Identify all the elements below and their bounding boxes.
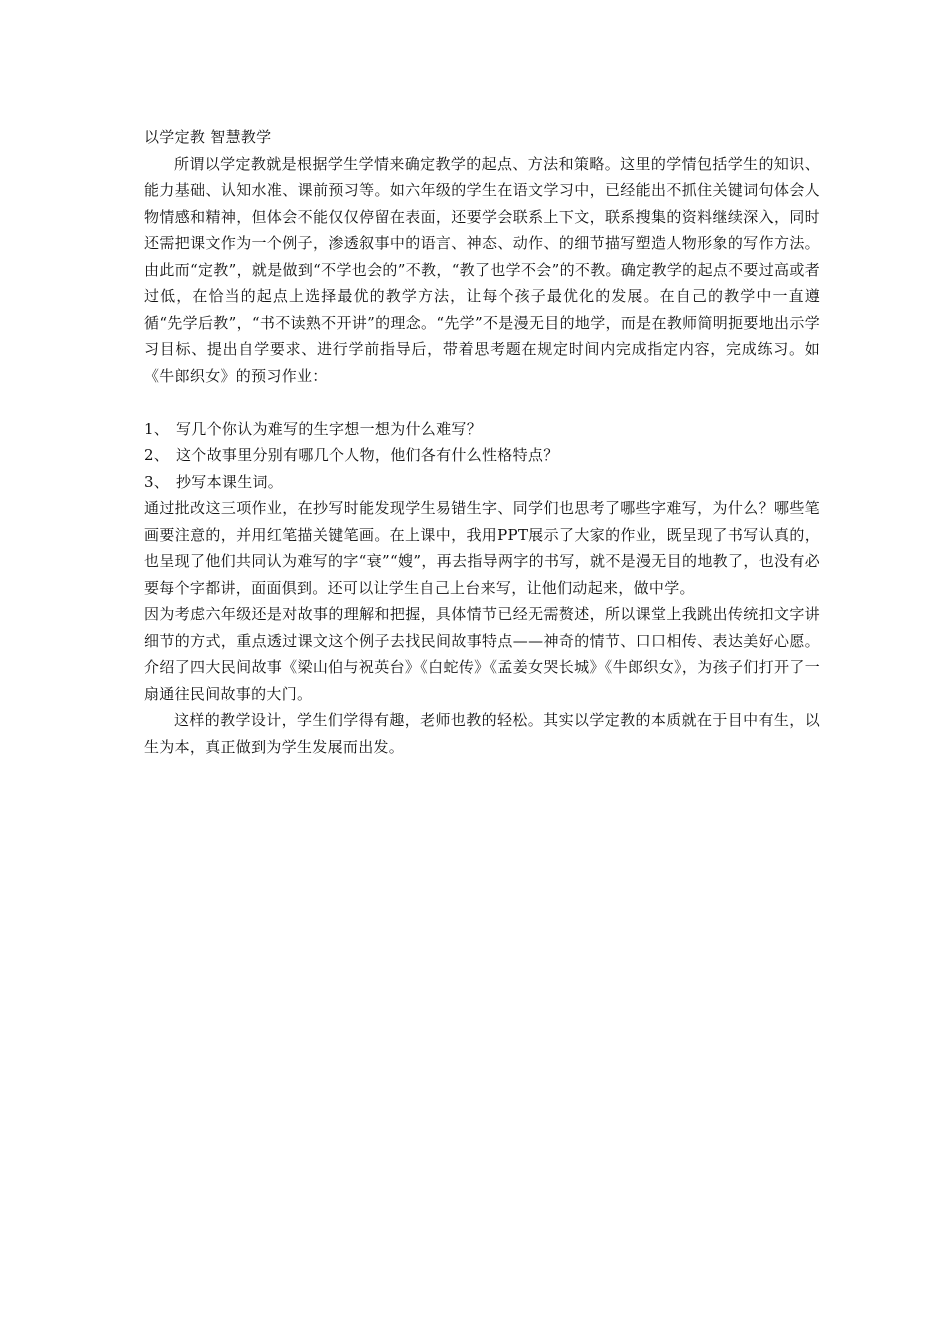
list-item-text: 这个故事里分别有哪几个人物，他们各有什么性格特点？: [176, 446, 559, 464]
paragraph-homework-review: 通过批改这三项作业，在抄写时能发现学生易错生字、同学们也思考了哪些字难写，为什么？哪些笔画要注意的，并用红笔描关键笔画。在上课中，我用PPT展示了大家的作业，既呈现了书写认真的，也呈现了他们共同认为难写的字“衰”“嫂”，再去指导两字的书写，就不是漫无目的地教了，也没有必要每个字都讲，面面俱到。还可以让学生自己上台来写，让他们动起来，做中学。: [144, 499, 820, 597]
paragraph-intro: 所谓以学定教就是根据学生学情来确定教学的起点、方法和策略。这里的学情包括学生的知识、能力基础、认知水准、课前预习等。如六年级的学生在语文学习中，已经能出不抓住关键词句体会人物情感和精神，但体会不能仅仅停留在表面，还要学会联系上下文，联系搜集的资料继续深入，同时还需把课文作为一个例子，渗透叙事中的语言、神态、动作、的细节描写塑造人物形象的写作方法。由此而“定教”，就是做到“不学也会的”不教，“教了也学不会”的不教。确定教学的起点不要过高或者过低，在恰当的起点上选择最优的教学方法，让每个孩子最优化的发展。在自己的教学中一直遵循“先学后教”，“书不读熟不开讲”的理念。“先学”不是漫无目的地学，而是在教师简明扼要地出示学习目标、提出自学要求、进行学前指导后，带着思考题在规定时间内完成指定内容，完成练习。如《牛郎织女》的预习作业：: [144, 154, 820, 385]
list-item: [144, 442, 820, 469]
blank-line: [144, 389, 820, 416]
list-item-number: 2、: [144, 446, 170, 464]
homework-list: [144, 416, 820, 496]
document-title: 以学定教 智慧教学: [144, 128, 272, 146]
list-item: [144, 469, 820, 496]
list-item-number: 1、: [144, 419, 170, 438]
document-page: [144, 124, 820, 760]
list-item-text: 写几个你认为难写的生字想一想为什么难写？: [176, 419, 483, 438]
list-item-number: 3、: [144, 472, 170, 491]
paragraph-conclusion: 这样的教学设计，学生们学得有趣，老师也教的轻松。其实以学定教的本质就在于目中有生，以生为本，真正做到为学生发展而出发。: [144, 711, 820, 756]
list-item: [144, 416, 820, 443]
paragraph-folk-stories: 因为考虑六年级还是对故事的理解和把握，具体情节已经无需赘述，所以课堂上我跳出传统扣文字讲细节的方式，重点透过课文这个例子去找民间故事特点——神奇的情节、口口相传、表达美好心愿。介绍了四大民间故事《梁山伯与祝英台》《白蛇传》《孟姜女哭长城》《牛郎织女》，为孩子们打开了一扇通往民间故事的大门。: [144, 605, 820, 703]
list-item-text: 抄写本课生词。: [176, 472, 284, 491]
